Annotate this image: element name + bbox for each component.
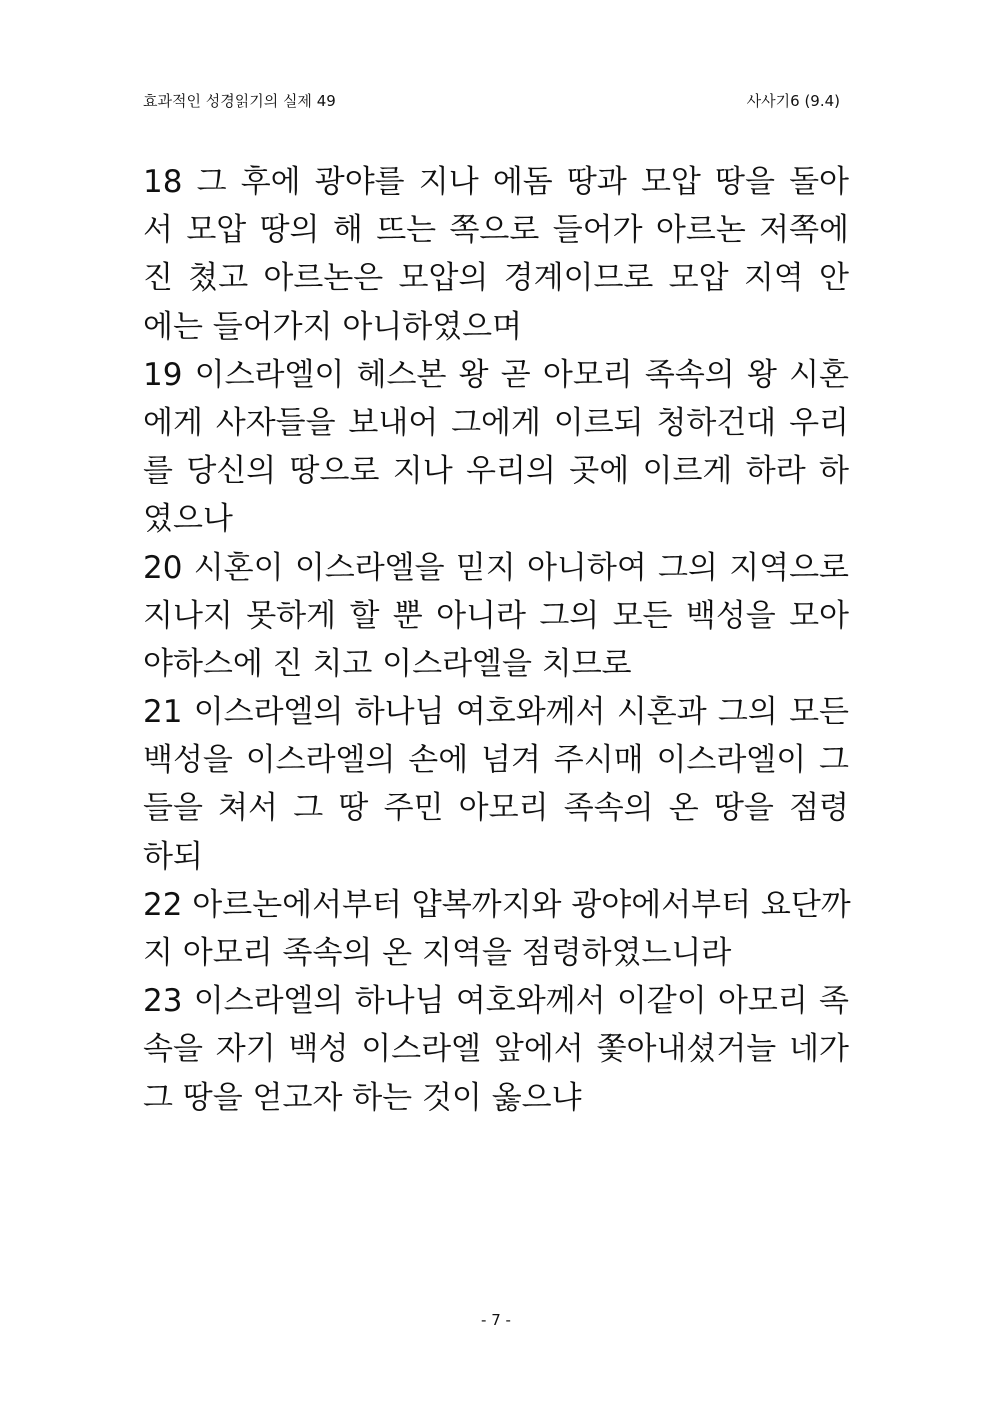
page-number: - 7 -: [481, 1311, 511, 1329]
text-line: 속을 자기 백성 이스라엘 앞에서 쫓아내셨거늘 네가: [143, 1031, 849, 1068]
text-line: 23 이스라엘의 하나님 여호와께서 이같이 아모리 족: [143, 983, 849, 1020]
text-line: 지 아모리 족속의 온 지역을 점령하였느니라: [143, 935, 732, 971]
text-line: 21 이스라엘의 하나님 여호와께서 시혼과 그의 모든: [143, 694, 849, 731]
text-line: 야하스에 진 치고 이스라엘을 치므로: [143, 645, 632, 682]
text-line: 백성을 이스라엘의 손에 넘겨 주시매 이스라엘이 그: [143, 742, 849, 779]
text-line: 22 아르논에서부터 얍복까지와 광야에서부터 요단까: [143, 886, 851, 923]
running-header-title: 효과적인 성경읽기의 실제 49: [143, 92, 336, 110]
text-line: 지나지 못하게 할 뿐 아니라 그의 모든 백성을 모아: [143, 597, 849, 634]
text-line: 진 쳤고 아르논은 모압의 경계이므로 모압 지역 안: [143, 260, 849, 297]
text-line: 19 이스라엘이 헤스본 왕 곧 아모리 족속의 왕 시혼: [143, 356, 849, 393]
text-line: 그 땅을 얻고자 하는 것이 옳으냐: [143, 1079, 582, 1116]
text-line: 하되: [143, 838, 203, 875]
text-line: 에는 들어가지 아니하였으며: [143, 308, 523, 345]
text-line: 들을 쳐서 그 땅 주민 아모리 족속의 온 땅을 점령: [143, 790, 849, 827]
scripture-text: [143, 158, 849, 1122]
text-line: 에게 사자들을 보내어 그에게 이르되 청하건대 우리: [143, 404, 849, 441]
text-line: 를 당신의 땅으로 지나 우리의 곳에 이르게 하라 하: [143, 453, 849, 490]
running-header-section: 사사기6 (9.4): [746, 92, 840, 110]
text-line: 18 그 후에 광야를 지나 에돔 땅과 모압 땅을 돌아: [143, 164, 849, 200]
text-line: 였으나: [143, 501, 233, 538]
text-line: 20 시혼이 이스라엘을 믿지 아니하여 그의 지역으로: [143, 549, 849, 586]
text-line: 서 모압 땅의 해 뜨는 쪽으로 들어가 아르논 저쪽에: [143, 212, 849, 249]
